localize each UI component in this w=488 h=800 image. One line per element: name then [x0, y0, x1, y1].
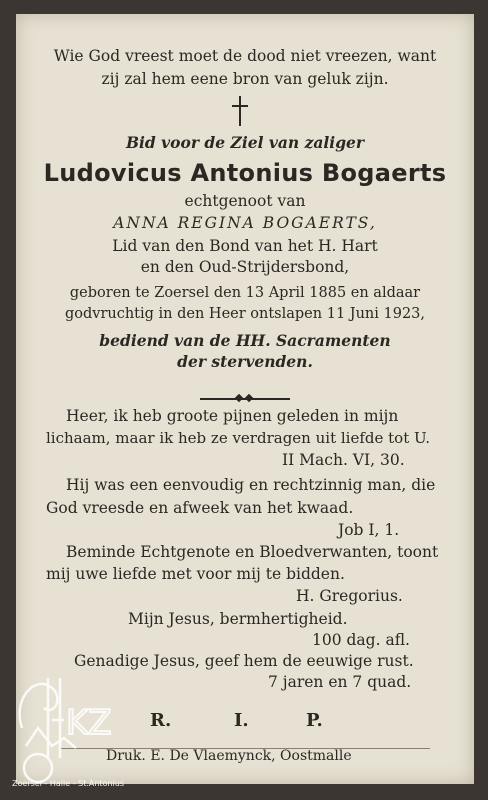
- cross-icon: [232, 96, 248, 126]
- printer-credit: Druk. E. De Vlaemynck, Oostmalle: [106, 748, 352, 764]
- quote-5-source: 7 jaren en 7 quad.: [268, 673, 412, 691]
- hkz-watermark-logo: [8, 668, 138, 788]
- spouse-name: ANNA REGINA BOGAERTS,: [113, 214, 377, 232]
- ornamental-divider: [200, 394, 290, 404]
- quote-4-source: 100 dag. afl.: [312, 631, 410, 649]
- quote-2-line-2: God vreesde en afweek van het kwaad.: [46, 499, 354, 517]
- rip-p: P.: [306, 710, 323, 731]
- membership-line-1: Lid van den Bond van het H. Hart: [112, 237, 378, 255]
- sacraments-line-1: bediend van de HH. Sacramenten: [99, 331, 391, 350]
- quote-3-line-2: mij uwe liefde met voor mij te bidden.: [46, 565, 345, 583]
- rip-i: I.: [234, 710, 249, 731]
- quote-4-line-1: Mijn Jesus, bermhertigheid.: [128, 610, 348, 628]
- life-line-1: geboren te Zoersel den 13 April 1885 en aldaar: [69, 285, 421, 301]
- quote-1-line-2: lichaam, maar ik heb ze verdragen uit liefde tot U.: [46, 429, 431, 447]
- quote-3-line-1: Beminde Echtgenote en Bloedverwanten, toont: [66, 543, 439, 561]
- spouse-intro: echtgenoot van: [184, 192, 306, 210]
- rip-r: R.: [150, 710, 172, 731]
- life-line-2: godvruchtig in den Heer ontslapen 11 Juni 1923,: [64, 306, 426, 322]
- quote-1-line-1: Heer, ik heb groote pijnen geleden in mijn: [66, 407, 399, 425]
- epigraph-line-1: Wie God vreest moet de dood niet vreezen, want: [53, 47, 437, 65]
- prayer-intro: Bid voor de Ziel van zaliger: [125, 133, 365, 152]
- svg-text:Zoersel - Halle - St.Antonius: Zoersel - Halle - St.Antonius: [12, 779, 124, 788]
- quote-3-source: H. Gregorius.: [296, 587, 403, 605]
- quote-2-source: Job I, 1.: [338, 521, 400, 539]
- quote-5-line-1: Genadige Jesus, geef hem de eeuwige rust.: [74, 652, 414, 670]
- epigraph-line-2: zij zal hem eene bron van geluk zijn.: [101, 70, 389, 88]
- quote-2-line-1: Hij was een eenvoudig en rechtzinnig man, die: [66, 476, 436, 494]
- svg-text:KZ: KZ: [66, 703, 112, 743]
- deceased-name: Ludovicus Antonius Bogaerts: [43, 159, 447, 187]
- membership-line-2: en den Oud-Strijdersbond,: [140, 258, 350, 276]
- sacraments-line-2: der stervenden.: [177, 352, 313, 371]
- quote-1-source: II Mach. VI, 30.: [282, 451, 405, 469]
